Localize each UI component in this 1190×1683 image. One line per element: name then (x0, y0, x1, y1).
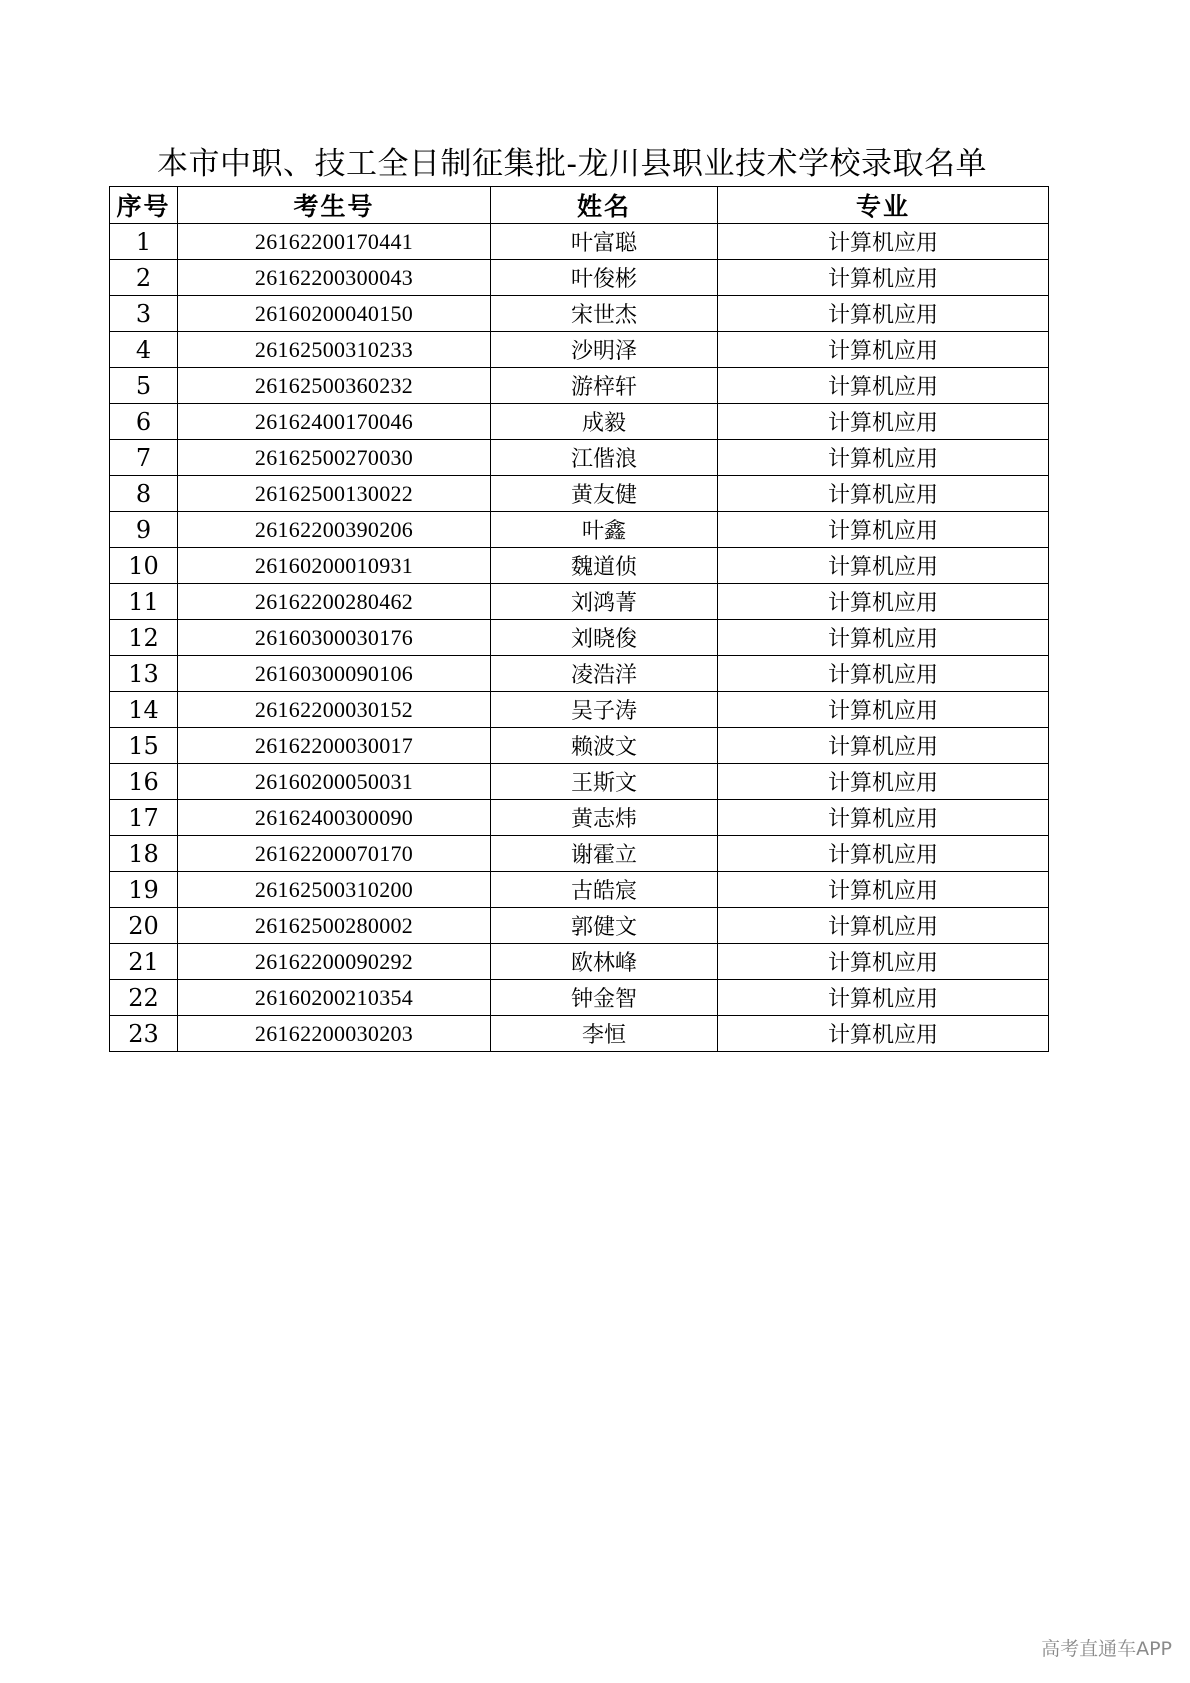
student-name-cell: 宋世杰 (491, 296, 718, 332)
seq-cell: 14 (110, 692, 178, 728)
table-row (110, 332, 1049, 368)
student-name-cell: 吴子涛 (491, 692, 718, 728)
student-name-cell: 李恒 (491, 1016, 718, 1052)
table-row (110, 512, 1049, 548)
seq-cell: 15 (110, 728, 178, 764)
student-name-cell: 魏道侦 (491, 548, 718, 584)
table-row (110, 440, 1049, 476)
table-row (110, 656, 1049, 692)
exam-id-cell: 26160200040150 (178, 296, 491, 332)
student-name-cell: 黄友健 (491, 476, 718, 512)
student-name-cell: 沙明泽 (491, 332, 718, 368)
major-cell: 计算机应用 (718, 620, 1049, 656)
exam-id-cell: 26162500130022 (178, 476, 491, 512)
major-cell: 计算机应用 (718, 512, 1049, 548)
seq-cell: 5 (110, 368, 178, 404)
seq-cell: 11 (110, 584, 178, 620)
major-cell: 计算机应用 (718, 764, 1049, 800)
exam-id-cell: 26162500280002 (178, 908, 491, 944)
table-row (110, 980, 1049, 1016)
table-row (110, 1016, 1049, 1052)
major-cell: 计算机应用 (718, 800, 1049, 836)
major-cell: 计算机应用 (718, 260, 1049, 296)
table-row (110, 368, 1049, 404)
seq-cell: 21 (110, 944, 178, 980)
seq-cell: 16 (110, 764, 178, 800)
student-name-cell: 古皓宸 (491, 872, 718, 908)
major-cell: 计算机应用 (718, 836, 1049, 872)
seq-cell: 8 (110, 476, 178, 512)
student-name-cell: 赖波文 (491, 728, 718, 764)
student-name-cell: 叶鑫 (491, 512, 718, 548)
major-cell: 计算机应用 (718, 872, 1049, 908)
seq-cell: 10 (110, 548, 178, 584)
table-row (110, 728, 1049, 764)
major-cell: 计算机应用 (718, 440, 1049, 476)
exam-id-cell: 26160300090106 (178, 656, 491, 692)
exam-id-cell: 26162200090292 (178, 944, 491, 980)
exam-id-cell: 26162400170046 (178, 404, 491, 440)
exam-id-cell: 26162200070170 (178, 836, 491, 872)
seq-cell: 3 (110, 296, 178, 332)
student-name-cell: 凌浩洋 (491, 656, 718, 692)
student-name-cell: 欧林峰 (491, 944, 718, 980)
exam-id-cell: 26162200300043 (178, 260, 491, 296)
exam-id-cell: 26162200280462 (178, 584, 491, 620)
student-name-cell: 谢霍立 (491, 836, 718, 872)
table-row (110, 800, 1049, 836)
major-cell: 计算机应用 (718, 548, 1049, 584)
exam-id-cell: 26162500360232 (178, 368, 491, 404)
student-name-cell: 江偕浪 (491, 440, 718, 476)
table-body (110, 224, 1049, 1052)
exam-id-cell: 26162500310233 (178, 332, 491, 368)
exam-id-cell: 26162200030203 (178, 1016, 491, 1052)
seq-cell: 6 (110, 404, 178, 440)
exam-id-cell: 26162200390206 (178, 512, 491, 548)
table-row (110, 260, 1049, 296)
major-cell: 计算机应用 (718, 296, 1049, 332)
seq-cell: 20 (110, 908, 178, 944)
seq-cell: 12 (110, 620, 178, 656)
seq-cell: 4 (110, 332, 178, 368)
seq-cell: 2 (110, 260, 178, 296)
table-row (110, 692, 1049, 728)
exam-id-cell: 26160200210354 (178, 980, 491, 1016)
table-row (110, 296, 1049, 332)
table-row (110, 764, 1049, 800)
exam-id-cell: 26162500270030 (178, 440, 491, 476)
seq-cell: 1 (110, 224, 178, 260)
exam-id-cell: 26162400300090 (178, 800, 491, 836)
seq-cell: 9 (110, 512, 178, 548)
seq-cell: 18 (110, 836, 178, 872)
seq-cell: 23 (110, 1016, 178, 1052)
student-name-cell: 王斯文 (491, 764, 718, 800)
table-row (110, 872, 1049, 908)
major-cell: 计算机应用 (718, 944, 1049, 980)
major-cell: 计算机应用 (718, 404, 1049, 440)
table-row (110, 908, 1049, 944)
exam-id-cell: 26162200030017 (178, 728, 491, 764)
table-header-row (110, 187, 1049, 224)
exam-id-cell: 26162200030152 (178, 692, 491, 728)
table-row (110, 476, 1049, 512)
student-name-cell: 黄志炜 (491, 800, 718, 836)
major-cell: 计算机应用 (718, 332, 1049, 368)
major-cell: 计算机应用 (718, 692, 1049, 728)
major-cell: 计算机应用 (718, 1016, 1049, 1052)
student-name-cell: 刘晓俊 (491, 620, 718, 656)
student-name-cell: 叶富聪 (491, 224, 718, 260)
table-row (110, 836, 1049, 872)
student-name-cell: 刘鸿菁 (491, 584, 718, 620)
admission-list-table (109, 186, 1049, 1052)
table-row (110, 224, 1049, 260)
major-cell: 计算机应用 (718, 476, 1049, 512)
table-row (110, 548, 1049, 584)
table-row (110, 404, 1049, 440)
major-cell: 计算机应用 (718, 584, 1049, 620)
page-title: 本市中职、技工全日制征集批-龙川县职业技术学校录取名单 (157, 146, 987, 182)
major-cell: 计算机应用 (718, 224, 1049, 260)
seq-cell: 22 (110, 980, 178, 1016)
exam-id-cell: 26160300030176 (178, 620, 491, 656)
exam-id-cell: 26160200050031 (178, 764, 491, 800)
table-row (110, 944, 1049, 980)
major-cell: 计算机应用 (718, 728, 1049, 764)
exam-id-cell: 26160200010931 (178, 548, 491, 584)
exam-id-cell: 26162500310200 (178, 872, 491, 908)
seq-cell: 19 (110, 872, 178, 908)
student-name-cell: 钟金智 (491, 980, 718, 1016)
watermark-text: 高考直通车APP (1041, 1638, 1172, 1660)
major-cell: 计算机应用 (718, 656, 1049, 692)
table-row (110, 584, 1049, 620)
student-name-cell: 郭健文 (491, 908, 718, 944)
header-seq: 序号 (110, 187, 178, 224)
header-major: 专业 (718, 187, 1049, 224)
student-name-cell: 成毅 (491, 404, 718, 440)
seq-cell: 13 (110, 656, 178, 692)
student-name-cell: 游梓轩 (491, 368, 718, 404)
seq-cell: 17 (110, 800, 178, 836)
header-name: 姓名 (491, 187, 718, 224)
seq-cell: 7 (110, 440, 178, 476)
header-exam-id: 考生号 (178, 187, 491, 224)
student-name-cell: 叶俊彬 (491, 260, 718, 296)
exam-id-cell: 26162200170441 (178, 224, 491, 260)
major-cell: 计算机应用 (718, 980, 1049, 1016)
table-row (110, 620, 1049, 656)
major-cell: 计算机应用 (718, 908, 1049, 944)
major-cell: 计算机应用 (718, 368, 1049, 404)
